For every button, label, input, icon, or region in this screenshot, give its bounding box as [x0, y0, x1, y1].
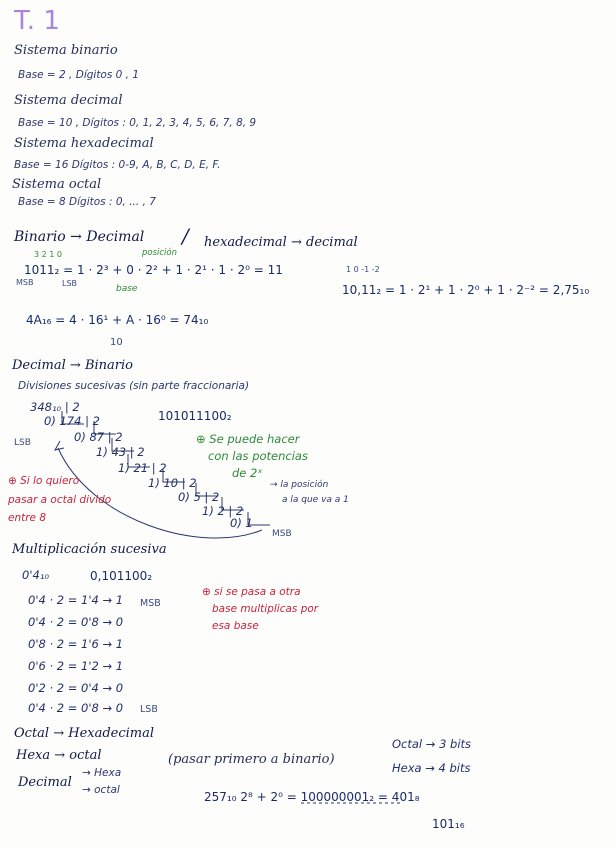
fraction-index: 1 0 -1 -2: [346, 265, 380, 274]
bits-octal: Octal → 3 bits: [392, 737, 472, 751]
digit-index: 3 2 1 0: [34, 250, 62, 259]
red-note-line: pasar a octal divido: [8, 494, 112, 506]
mult-row: 0'4 · 2 = 1'4 → 1: [28, 593, 124, 607]
system-detail-binary: Base = 2 , Dígitos 0 , 1: [18, 69, 140, 81]
conversion-line: Hexa → octal: [16, 748, 102, 763]
system-name-hexadecimal: Sistema hexadecimal: [14, 136, 154, 151]
mult-row: 0'4 · 2 = 0'8 → 0: [28, 615, 124, 629]
label-lsb: LSB: [14, 438, 31, 448]
system-name-binary: Sistema binario: [14, 43, 118, 58]
conversion-branch: → octal: [82, 784, 120, 796]
label-hex-a: 10: [110, 337, 123, 348]
division-step: 1) 21 | 2: [118, 461, 167, 475]
system-detail-hexadecimal: Base = 16 Dígitos : 0-9, A, B, C, D, E, F.: [14, 159, 221, 171]
system-name-octal: Sistema octal: [12, 177, 102, 192]
label-posicion: posición: [142, 248, 178, 258]
division-result: 101011100₂: [158, 409, 232, 423]
division-step: 0) 174 | 2: [44, 414, 100, 428]
example-257: 257₁₀ 2⁸ + 2⁰ = 100000001₂ = 401₈: [204, 790, 420, 804]
label-msb: MSB: [272, 529, 292, 539]
note-position-line: → la posición: [270, 480, 329, 490]
red-note-line: esa base: [212, 620, 259, 632]
label-lsb: LSB: [62, 279, 78, 288]
label-lsb: LSB: [140, 704, 158, 715]
heading-multiplication: Multiplicación sucesiva: [12, 542, 167, 557]
division-step: 1) 10 | 2: [148, 476, 197, 490]
green-note-line: con las potencias: [208, 449, 308, 463]
conversion-line: Decimal: [18, 775, 72, 790]
note-pass-binary: (pasar primero a binario): [168, 752, 335, 767]
division-step: 348₁₀ | 2: [30, 400, 80, 414]
mult-row: 0'8 · 2 = 1'6 → 1: [28, 637, 124, 651]
red-note-line: ⊕ si se pasa a otra: [202, 586, 301, 598]
system-name-decimal: Sistema decimal: [14, 93, 123, 108]
mult-result: 0,101100₂: [90, 569, 153, 583]
red-note-line: base multiplicas por: [212, 603, 319, 615]
mult-row: 0'6 · 2 = 1'2 → 1: [28, 659, 124, 673]
label-msb: MSB: [16, 278, 34, 287]
division-step: 0) 87 | 2: [74, 430, 123, 444]
division-step: 1) 43 | 2: [96, 445, 145, 459]
system-detail-decimal: Base = 10 , Dígitos : 0, 1, 2, 3, 4, 5, 6, 7, 8, 9: [18, 117, 257, 129]
note-position-line: a la que va a 1: [282, 495, 349, 505]
heading-hex-dec: hexadecimal → decimal: [204, 235, 358, 250]
green-note-line: ⊕ Se puede hacer: [196, 432, 300, 446]
green-note-line: de 2ˣ: [232, 466, 263, 480]
mult-row: 0'4 · 2 = 0'8 → 0: [28, 701, 124, 715]
division-step: 0) 5 | 2: [178, 490, 220, 504]
mult-input: 0'4₁₀: [22, 568, 50, 582]
heading-bin-dec: Binario → Decimal: [14, 229, 145, 245]
mult-row: 0'2 · 2 = 0'4 → 0: [28, 681, 124, 695]
label-msb: MSB: [140, 598, 161, 609]
label-base: base: [116, 284, 138, 294]
conversion-line: Octal → Hexadecimal: [14, 726, 155, 741]
example-257-hex: 101₁₆: [432, 817, 465, 831]
bits-hexa: Hexa → 4 bits: [392, 761, 471, 775]
division-step: 0) 1: [230, 516, 253, 530]
subheading-divisions: Divisiones sucesivas (sin parte fraccionaria): [18, 380, 250, 392]
expr-binary-to-decimal: 1011₂ = 1 · 2³ + 0 · 2² + 1 · 2¹ · 1 · 2⁰ = 11: [24, 263, 283, 277]
red-note-line: ⊕ Si lo quiero: [8, 475, 80, 487]
red-note-line: entre 8: [8, 512, 47, 524]
system-detail-octal: Base = 8 Dígitos : 0, ... , 7: [18, 196, 156, 208]
page-title: T. 1: [14, 6, 60, 36]
heading-slash: /: [182, 224, 189, 248]
expr-fraction: 10,11₂ = 1 · 2¹ + 1 · 2⁰ + 1 · 2⁻² = 2,75₁₀: [342, 283, 590, 297]
conversion-branch: → Hexa: [82, 767, 122, 779]
expr-hex-to-decimal: 4A₁₆ = 4 · 16¹ + A · 16⁰ = 74₁₀: [26, 313, 209, 327]
heading-dec-bin: Decimal → Binario: [12, 358, 133, 373]
division-step: 1) 2 | 2: [202, 504, 244, 518]
